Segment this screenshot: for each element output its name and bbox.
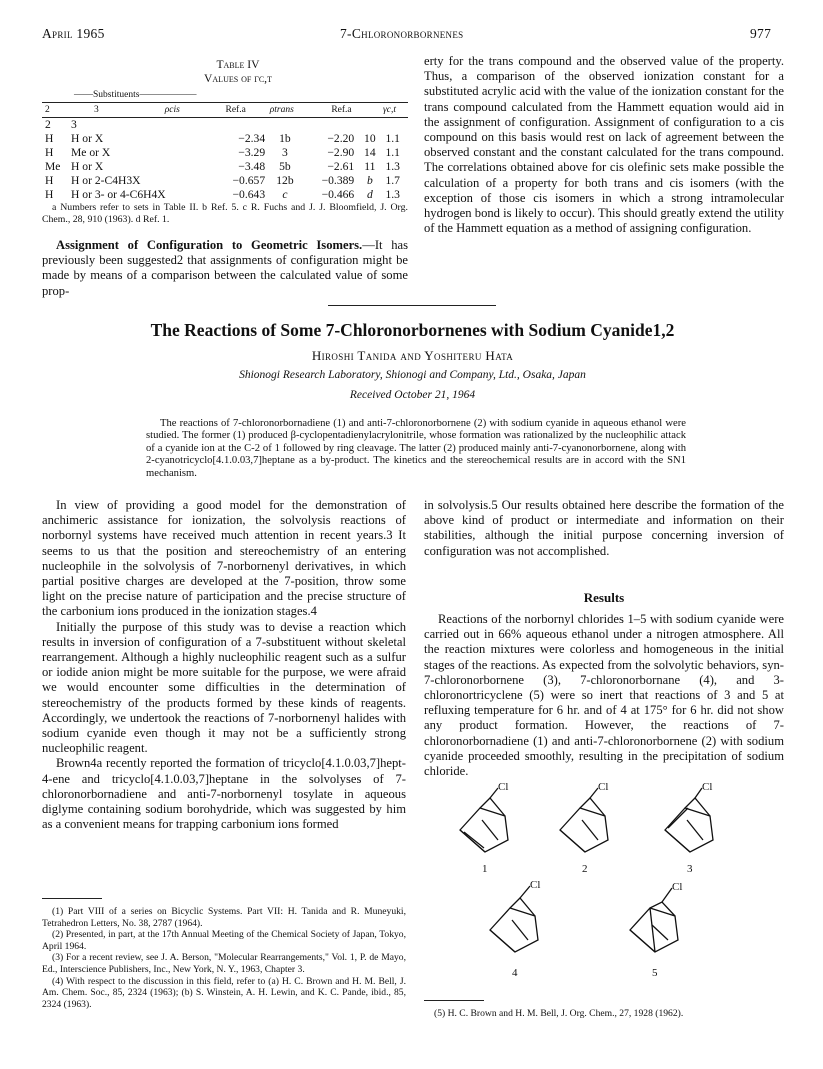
left-body (42, 498, 406, 832)
article-title: The Reactions of Some 7-Chloronorbornenes with Sodium Cyanide1,2 (150, 320, 675, 340)
right-footnote-rule (424, 1000, 484, 1001)
section-heading-assignment: Assignment of Configuration to Geometric Isomers. (56, 238, 363, 252)
footnote: (3) For a recent review, see J. A. Berson, "Molecular Rearrangements," Vol. 1, P. de Mayo, Ed., Interscience Publishers, Inc., New York, N. Y., 1963, Chapter 3. (42, 952, 406, 975)
top-right-paragraph: erty for the trans compound and the observed value of the property. Thus, a comparison of the observed ionization constant for a substituted acrylic acid with the value of the ionization constant for the trans compound calculated from the Hammett equation would aid in the assignment of configuration. Assignment of configuration to a cis compound on this basis would rest on lack of agreement between the observed constant and the constant calculated for the trans compound. The correlations obtained above for cis olefinic sets make possible the calculation of a property for both trans and cis isomers (with the exception of those cis isomers in which a strong intramolecular hydrogen bond is likely to occur). This should greatly extend the utility of the Hammett equation as a method of assigning configuration. (424, 54, 784, 236)
structure-number: 2 (582, 863, 588, 875)
cl-label: Cl (598, 781, 609, 793)
article-divider (328, 305, 496, 306)
left-footnotes (42, 906, 406, 1010)
table-subtitle: Values of γc,t (204, 72, 272, 85)
received-date: Received October 21, 1964 (349, 389, 476, 401)
table-row: Me H or X −3.48 5b −2.61 11 1.3 (45, 160, 400, 173)
table-row: H H or 3- or 4-C6H4X −0.643 c −0.466 d 1.3 (45, 188, 400, 201)
table-row: H Me or X −3.29 3 −2.90 14 1.1 (45, 146, 400, 159)
table-row: H H or 2-C4H3X −0.657 12b −0.389 b 1.7 (45, 174, 400, 187)
footnote-rule (42, 898, 102, 899)
right-body-top: in solvolysis.5 Our results obtained here describe the formation of the above kind of product or intermediate and information on their stabilities, although the initial purpose concerning inversion of configuration was not accomplished. (424, 498, 784, 558)
right-footnote: (5) H. C. Brown and H. M. Bell, J. Org. Chem., 27, 1928 (1962). (434, 1008, 684, 1019)
table-data (42, 118, 412, 202)
structure-1 (460, 781, 508, 875)
structure-number: 3 (687, 863, 693, 875)
cl-label: Cl (672, 881, 683, 893)
footnote: (2) Presented, in part, at the 17th Annual Meeting of the Chemical Society of Japan, Tokyo, April 1964. (42, 929, 406, 952)
cl-label: Cl (702, 781, 713, 793)
article-authors: Hiroshi Tanida and Yoshiteru Hata (311, 348, 514, 363)
table-row: H H or X −2.34 1b −2.20 10 1.1 (45, 132, 400, 145)
structure-2 (560, 781, 608, 875)
table-row: 2 3 (45, 118, 77, 131)
body-paragraph: Initially the purpose of this study was to devise a reaction which results in inversion of configuration of a 7-substituent without skeletal rearrangement. Although a highly nucleophilic reagent such as a sulfur or iodide anion might be more suitable for the purpose, we were afraid we would encounter some difficulties in the determination of stereochemistry of the products formed by these kinds of reagents. Accordingly, we undertook the reactions of 7-norbornenyl halides with sodium cyanide even though it may not be a sufficiently strong nucleophilic reagent. (42, 619, 406, 756)
results-heading: Results (583, 590, 625, 605)
page-number: 977 (750, 26, 772, 41)
table-header-row: 2 3 ρcis Ref.a ρtrans Ref.a γc,t (45, 105, 397, 115)
cl-label: Cl (498, 781, 509, 793)
table-title: Table IV (216, 58, 260, 71)
structure-number: 1 (482, 863, 488, 875)
structure-3 (665, 781, 713, 875)
table-iv (78, 58, 408, 86)
structure-5 (630, 881, 682, 979)
structure-number: 4 (512, 967, 518, 979)
footnote: (1) Part VIII of a series on Bicyclic Systems. Part VII: H. Tanida and R. Muneyuki, Tetrahedron Letters, No. 38, 2787 (1964). (42, 906, 406, 929)
structure-number: 5 (652, 967, 658, 979)
running-header-title: 7-Chloronorbornenes (340, 26, 464, 41)
footnote: (4) With respect to the discussion in this field, refer to (a) H. C. Brown and H. M. Bell, J. Am. Chem. Soc., 85, 2324 (1963); (b) S. Winstein, A. H. Lewin, and K. C. Pande, ibid., 85, 2324 (1963). (42, 975, 406, 1010)
top-left-paragraph: Assignment of Configuration to Geometric Isomers.—It has previously been suggested2 that assignments of configuration might be made by means of a comparison between the calculated value of some prop- (42, 238, 408, 298)
table-group-label: ——Substituents—————— (74, 90, 197, 100)
body-paragraph: Brown4a recently reported the formation of tricyclo[4.1.0.03,7]hept-4-ene and tricyclo[4.1.0.03,7]heptane in the solvolyses of 7-chloronorbornadiene and anti-7-norbornenyl tosylate in aqueous diglyme containing sodium borohydride, which was suggested by him as a convenient means for trapping carbonium ions formed (42, 756, 406, 832)
body-paragraph: In view of providing a good model for the demonstration of anchimeric assistance for ionization, the solvolysis reactions of norbornyl systems have received much attention in recent years.3 It seems to us that the position and stereochemistry of an entering nucleophile in the solvolysis of 7-norbornenyl derivatives, in which partial positive charges are developed at the 7-position, throw some light on the precise nature of participation and the precise structure of the carbonium ions produced in the ionization stages.4 (42, 498, 406, 619)
chemical-structures (450, 780, 780, 990)
cl-label: Cl (530, 879, 541, 891)
abstract: The reactions of 7-chloronorbornadiene (1) and anti-7-chloronorbornene (2) with sodium cyanide in aqueous ethanol were studied. The former (1) produced β-cyclopentadienylacrylonitrile, whose formation was rationalized by the nucleophilic attack of a cyanide ion at the C-2 of 1 followed by ring cleavage. The latter (2) produced mainly anti-7-cyanonorbornene, along with 2-cyanotricyclo[4.1.0.03,7]heptane as a by-product. The kinetics and the stereochemical results are in accord with the SN1 mechanism. (146, 418, 686, 479)
article-affiliation: Shionogi Research Laboratory, Shionogi and Company, Ltd., Osaka, Japan (239, 369, 586, 381)
structure-4 (490, 879, 540, 979)
table-notes: a Numbers refer to sets in Table II. b Ref. 5. c R. Fuchs and J. J. Bloomfield, J. Org. Chem., 28, 910 (1963). d Ref. 1. (42, 202, 408, 225)
table-body (42, 88, 412, 226)
running-header-date: April 1965 (42, 26, 105, 41)
right-body-results: Reactions of the norbornyl chlorides 1–5 with sodium cyanide were carried out in 66% aqueous ethanol under a nitrogen atmosphere. All the reaction mixtures were colorless and homogeneous in the initial stages of the reactions. As expected from the solvolytic behaviors, syn-7-chloronorbornene (3), 7-chloronorbornane (4), and 3-chloronortricyclene (5) were so inert that reactions of 3 and 5 at refluxing temperature for 6 hr. and of 4 at 175° for 6 hr. did not show any product formation. However, the reactions of 7-chloronorbornadiene (1) and anti-7-chloronorbornene (2) with sodium cyanide proceeded smoothly, resulting in the precipitation of sodium chloride. (424, 612, 784, 779)
